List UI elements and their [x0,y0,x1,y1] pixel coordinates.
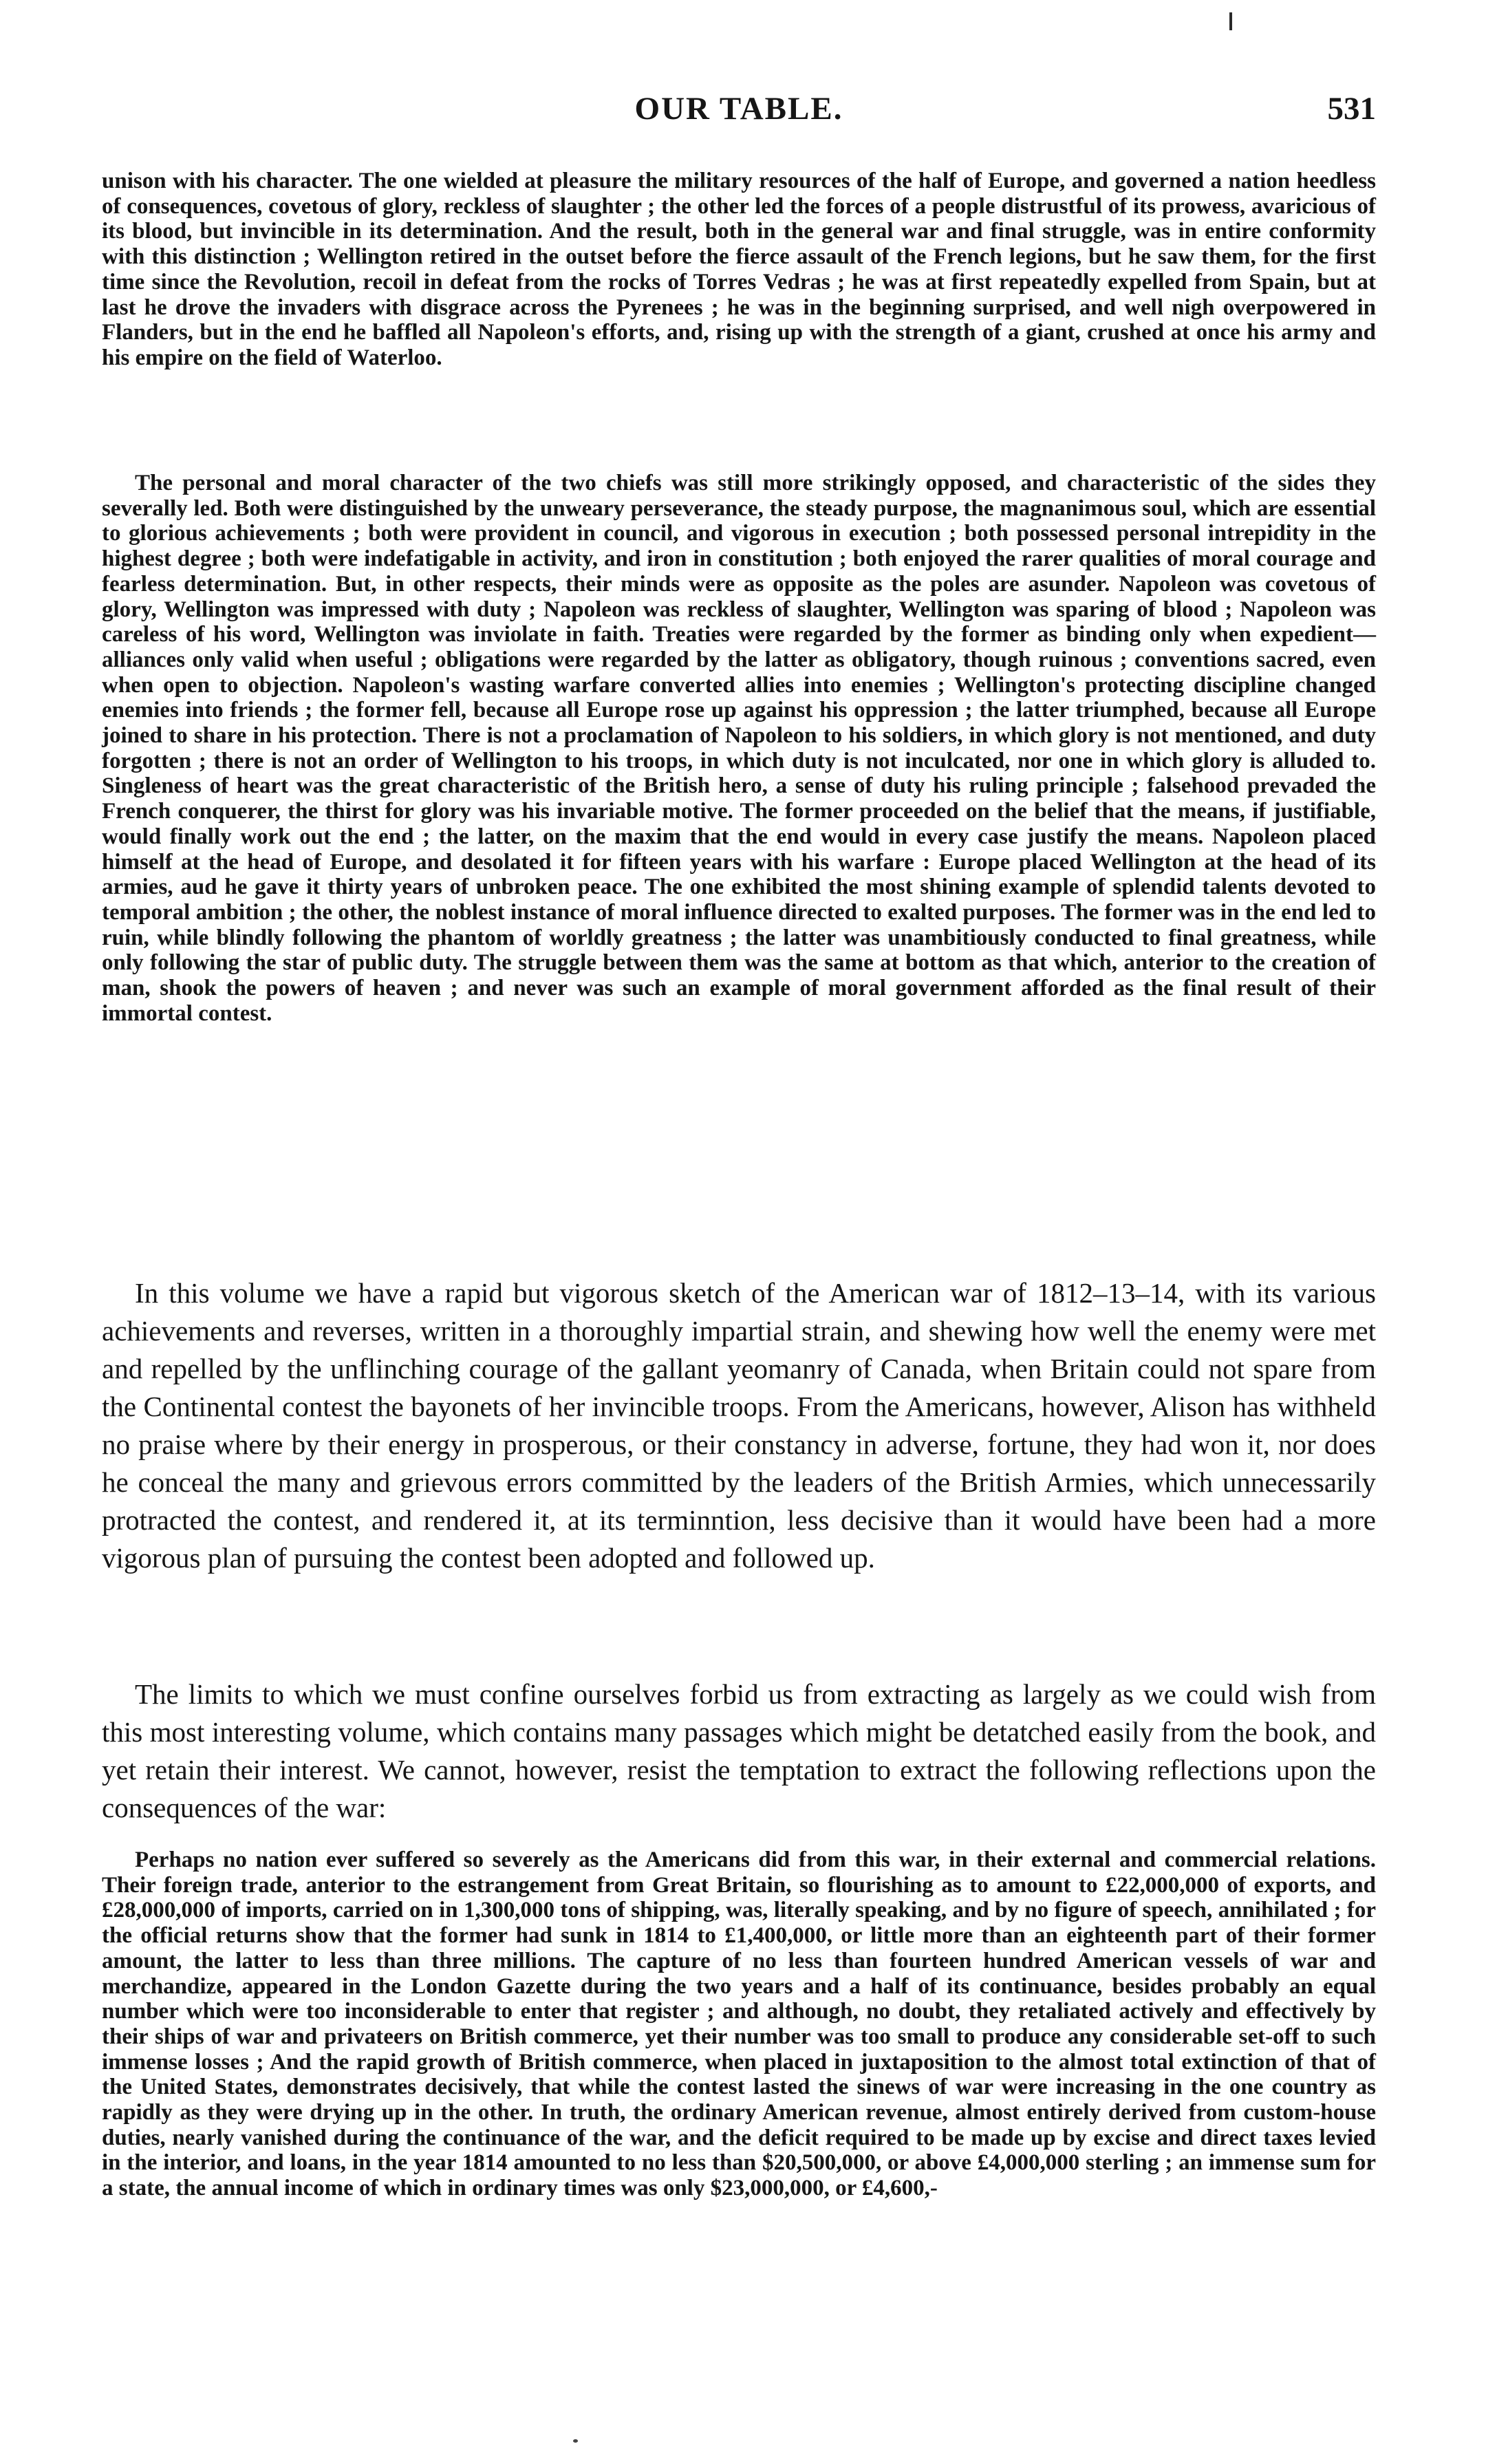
page-number: 531 [1327,91,1376,127]
review-paragraph-limits: The limits to which we must confine ourselves forbid us from extracting as largely as we could wish from this most interesting volume, which contains many passages which might be detatched easily from the book, and yet retain their interest. We cannot, however, resist the temptation to extract the following reflections upon the consequences of the war: [102,1678,1376,1823]
quoted-paragraph-continuation: unison with his character. The one wielded at pleasure the military resources of the half of Europe, and governed a nation heedless of consequences, covetous of glory, reckless of slaughter ; the other led the forces of a people distrustful of its prowess, avaricious of its blood, but invincible in its determination. And the result, both in the general war and final struggle, was in entire conformity with this distinction ; Wellington retired in the outset before the fierce assault of the French legions, but he saw them, for the first time since the Revolution, recoil in defeat from the rocks of Torres Vedras ; he was at first repeatedly expelled from Spain, but at last he drove the invaders with disgrace across the Pyrenees ; he was in the beginning surprised, and well nigh overpowered in Flanders, but in the end he baffled all Napoleon's efforts, and, rising up with the strength of a giant, crushed at once his army and his empire on the field of Waterloo. [102,169,1376,370]
print-speck [573,2439,578,2443]
review-paragraph-american-war: In this volume we have a rapid but vigorous sketch of the American war of 1812–13–14, with its various achievements and reverses, written in a thoroughly impartial strain, and shewing how well the enemy were met and repelled by the unflinching courage of the gallant yeomanry of Canada, when Britain could not spare from the Continental contest the bayonets of her invincible troops. From the Americans, however, Alison has withheld no praise where by their energy in prosperous, or their constancy in adverse, fortune, they had won it, nor does he conceal the many and grievous errors committed by the leaders of the British Armies, which unnecessarily protracted the contest, and rendered it, at its terminntion, less decisive than it would have been had a more vigorous plan of pursuing the contest been adopted and followed up. [102,1277,1376,1574]
quoted-paragraph-consequences: Perhaps no nation ever suffered so severely as the Americans did from this war, in their external and commercial relations. Their foreign trade, anterior to the estrangement from Great Britain, so flourishing as to amount to £22,000,000 of exports, and £28,000,000 of imports, carried on in 1,300,000 tons of shipping, was, literally speaking, and by no figure of speech, annihilated ; for the official returns show that the former had sunk in 1814 to £1,400,000, or little more than an eighteenth part of their former amount, the latter to less than three millions. The capture of no less than fourteen hundred American vessels of war and merchandize, appeared in the London Gazette during the two years and a half of its continuance, besides probably an equal number which were too inconsiderable to enter that register ; and although, no doubt, they retaliated actively and effectively by their ships of war and privateers on British commerce, yet their number was too small to produce any considerable set-off to such immense losses ; And the rapid growth of British commerce, when placed in juxtaposition to the almost total extinction of that of the United States, demonstrates decisively, that while the contest lasted the sinews of war were increasing in the one country as rapidly as they were drying up in the other. In truth, the ordinary American revenue, almost entirely derived from custom-house duties, nearly vanished during the continuance of the war, and the deficit required to be made up by excise and direct taxes levied in the interior, and loans, in the year 1814 amounted to no less than $20,500,000, or above £4,000,000 sterling ; an immense sum for a state, the annual income of which in ordinary times was only $23,000,000, or £4,600,- [102,1847,1376,2201]
margin-mark [1229,12,1232,30]
running-head [102,88,1376,136]
quoted-paragraph-character-comparison: The personal and moral character of the two chiefs was still more strikingly opposed, and characteristic of the sides they severally led. Both were distinguished by the unweary perseverance, the steady purpose, the magnanimous soul, which are essential to glorious achievements ; both were provident in council, and vigorous in execution ; both possessed personal intrepidity in the highest degree ; both were indefatigable in activity, and iron in constitution ; both enjoyed the rarer qualities of moral courage and fearless determination. But, in other respects, their minds were as opposite as the poles are asunder. Napoleon was covetous of glory, Wellington was impressed with duty ; Napoleon was reckless of slaughter, Wellington was sparing of blood ; Napoleon was careless of his word, Wellington was inviolate in faith. Treaties were regarded by the former as binding only when expedient—alliances only valid when useful ; obligations were regarded by the latter as obligatory, though ruinous ; conventions sacred, even when open to objection. Napoleon's wasting warfare converted allies into enemies ; Wellington's protecting discipline changed enemies into friends ; the former fell, because all Europe rose up against his oppression ; the latter triumphed, because all Europe joined to share in his protection. There is not a proclamation of Napoleon to his soldiers, in which glory is not mentioned, and duty forgotten ; there is not an order of Wellington to his troops, in which duty is not inculcated, nor one in which glory is alluded to. Singleness of heart was the great characteristic of the British hero, a sense of duty his ruling principle ; falsehood prevaded the French conquerer, the thirst for glory was his invariable motive. The former proceeded on the belief that the means, if justifiable, would finally work out the end ; the latter, on the maxim that the end would in every case justify the means. Napoleon placed himself at the head of Europe, and desolated it for fifteen years with his warfare : Europe placed Wellington at the head of its armies, aud he gave it thirty years of unbroken peace. The one exhibited the most shining example of splendid talents devoted to temporal ambition ; the other, the noblest instance of moral influence directed to exalted purposes. The former was in the end led to ruin, while blindly following the phantom of worldly greatness ; the latter was unambitiously conducted to final greatness, while only following the star of public duty. The struggle between them was the same at bottom as that which, anterior to the creation of man, shook the powers of heaven ; and never was such an example of moral government afforded as the final result of their immortal contest. [102,471,1376,1026]
running-title: OUR TABLE. [634,91,843,127]
